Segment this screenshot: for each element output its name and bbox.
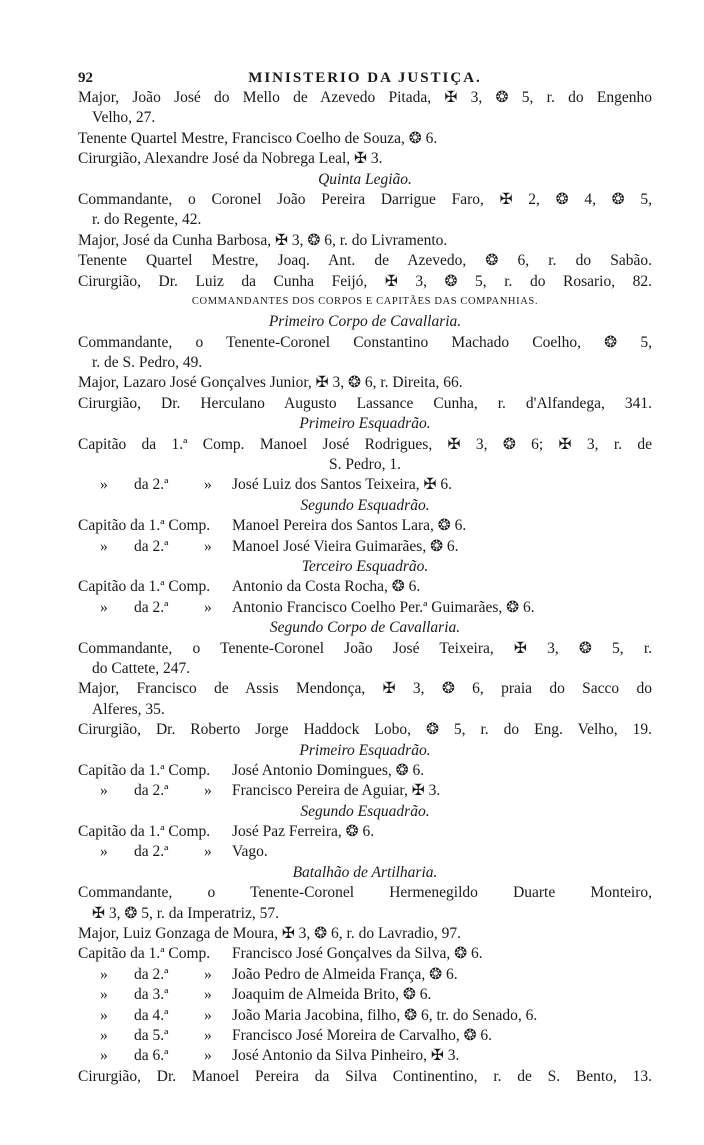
ditto-mark: » [100,782,108,800]
officer-name: Antonio Francisco Coelho Per.ª Guimarães, ❂ 6. [232,598,535,616]
officer-name: José Luiz dos Santos Teixeira, ✠ 6. [232,476,452,494]
company-number: da 3.ª [134,986,169,1004]
entry-line: Capitão da 1.ª Comp. Manoel José Rodrigues, ✠ 3, ❂ 6; ✠ 3, r. de [78,435,652,453]
entry-line: Commandante, o Tenente-Coronel Hermenegildo Duarte Monteiro, [78,884,652,902]
ditto-mark: » [100,986,108,1004]
company-number: da 6.ª [134,1047,169,1065]
officer-name: Francisco José Gonçalves da Silva, ❂ 6. [232,945,483,963]
section-heading: Primeiro Corpo de Cavallaria. [268,313,462,331]
officer-name: José Antonio da Silva Pinheiro, ✠ 3. [232,1047,460,1065]
company-entry [78,965,652,985]
company-entry [78,598,652,618]
company-entry [78,842,652,862]
section-heading: Segundo Esquadrão. [300,496,430,514]
document-page [78,68,652,1087]
running-header [78,68,652,88]
entry-line: Tenente Quartel Mestre, Francisco Coelho de Souza, ❂ 6. [78,129,438,147]
ditto-mark: » [100,843,108,861]
entry-line: Major, João José do Mello de Azevedo Pitada, ✠ 3, ❂ 5, r. do Engenho [78,89,652,106]
ditto-mark: » [204,843,212,861]
entry-continuation: Alferes, 35. [92,700,165,718]
document-body [78,88,652,1087]
officer-name: Francisco Pereira de Aguiar, ✠ 3. [232,782,441,800]
entry-line: Cirurgião, Dr. Herculano Augusto Lassance Cunha, r. d'Alfandega, 341. [78,394,652,412]
ditto-mark: » [100,476,108,494]
company-entry [78,761,652,781]
company-entry [78,1026,652,1046]
entry-line: Major, Luiz Gonzaga de Moura, ✠ 3, ❂ 6, r. do Lavradio, 97. [78,925,462,943]
company-number: da 2.ª [134,537,169,555]
company-entry [78,1006,652,1026]
company-entry [78,475,652,495]
running-title: MINISTERIO DA JUSTIÇA. [248,70,482,86]
ditto-mark: » [100,1026,108,1044]
entry-line: Commandante, o Tenente-Coronel João José Teixeira, ✠ 3, ❂ 5, r. [78,639,652,657]
ditto-mark: » [204,1026,212,1044]
section-heading: Batalhão de Artilharia. [292,863,438,881]
company-number: da 5.ª [134,1026,169,1044]
ditto-mark: » [204,782,212,800]
section-heading: Terceiro Esquadrão. [301,557,429,575]
ditto-mark: » [204,1047,212,1065]
ditto-mark: » [204,986,212,1004]
entry-line: Major, José da Cunha Barbosa, ✠ 3, ❂ 6, r. do Livramento. [78,231,448,249]
section-heading: Segundo Esquadrão. [300,802,430,820]
company-entry [78,577,652,597]
section-heading: Segundo Corpo de Cavallaria. [269,619,461,637]
company-entry [78,516,652,536]
rank-prefix: Capitão da 1.ª Comp. [78,761,211,779]
ditto-mark: » [100,965,108,983]
company-number: da 4.ª [134,1006,169,1024]
entry-line: Major, Francisco de Assis Mendonça, ✠ 3, ❂ 6, praia do Sacco do [78,680,652,698]
officer-name: João Pedro de Almeida França, ❂ 6. [232,965,458,983]
company-entry [78,985,652,1005]
officer-name: Antonio da Costa Rocha, ❂ 6. [232,578,421,596]
entry-continuation: S. Pedro, 1. [329,456,401,474]
section-title: COMMANDANTES DOS CORPOS E CAPITÃES DAS COMPANHIAS. [191,295,539,307]
officer-name: José Paz Ferreira, ❂ 6. [232,823,375,841]
entry-continuation: Velho, 27. [92,109,156,127]
officer-name: José Antonio Domingues, ❂ 6. [232,761,425,779]
rank-prefix: Capitão da 1.ª Comp. [78,578,211,596]
ditto-mark: » [204,537,212,555]
entry-line: Commandante, o Coronel João Pereira Darrigue Faro, ✠ 2, ❂ 4, ❂ 5, [78,190,652,208]
ditto-mark: » [100,537,108,555]
company-entry [78,944,652,964]
ditto-mark: » [204,598,212,616]
entry-line: Cirurgião, Dr. Roberto Jorge Haddock Lobo, ❂ 5, r. do Eng. Velho, 19. [78,721,652,739]
ditto-mark: » [100,1047,108,1065]
ditto-mark: » [204,1006,212,1024]
section-heading: Primeiro Esquadrão. [299,741,431,759]
entry-line: Commandante, o Tenente-Coronel Constantino Machado Coelho, ❂ 5, [78,333,652,351]
section-heading: Quinta Legião. [318,170,412,188]
ditto-mark: » [204,476,212,494]
company-entry [78,781,652,801]
entry-line: Tenente Quartel Mestre, Joaq. Ant. de Azevedo, ❂ 6, r. do Sabão. [78,252,652,270]
ditto-mark: » [204,965,212,983]
rank-prefix: Capitão da 1.ª Comp. [78,945,211,963]
officer-name: Vago. [232,843,268,861]
company-number: da 2.ª [134,476,169,494]
company-number: da 2.ª [134,782,169,800]
officer-name: Manoel José Vieira Guimarães, ❂ 6. [232,537,459,555]
company-entry [78,1046,652,1066]
company-entry [78,822,652,842]
officer-name: João Maria Jacobina, filho, ❂ 6, tr. do Senado, 6. [232,1006,538,1024]
officer-name: Joaquim de Almeida Brito, ❂ 6. [232,986,432,1004]
company-number: da 2.ª [134,843,169,861]
entry-line: Cirurgião, Dr. Manoel Pereira da Silva Continentino, r. de S. Bento, 13. [78,1067,652,1085]
rank-prefix: Capitão da 1.ª Comp. [78,823,211,841]
rank-prefix: Capitão da 1.ª Comp. [78,517,211,535]
entry-continuation: r. de S. Pedro, 49. [92,354,203,372]
company-entry [78,537,652,557]
ditto-mark: » [100,598,108,616]
entry-continuation: ✠ 3, ❂ 5, r. da Imperatriz, 57. [92,904,279,922]
officer-name: Manoel Pereira dos Santos Lara, ❂ 6. [232,517,467,535]
entry-line: Major, Lazaro José Gonçalves Junior, ✠ 3, ❂ 6, r. Direita, 66. [78,374,463,392]
entry-line: Cirurgião, Alexandre José da Nobrega Leal, ✠ 3. [78,150,383,168]
entry-continuation: do Cattete, 247. [92,659,191,677]
officer-name: Francisco José Moreira de Carvalho, ❂ 6. [232,1026,493,1044]
company-number: da 2.ª [134,598,169,616]
entry-continuation: r. do Regente, 42. [92,211,202,229]
company-number: da 2.ª [134,965,169,983]
ditto-mark: » [100,1006,108,1024]
section-heading: Primeiro Esquadrão. [299,415,431,433]
entry-line: Cirurgião, Dr. Luiz da Cunha Feijó, ✠ 3, ❂ 5, r. do Rosario, 82. [78,272,652,290]
page-number: 92 [78,70,93,86]
